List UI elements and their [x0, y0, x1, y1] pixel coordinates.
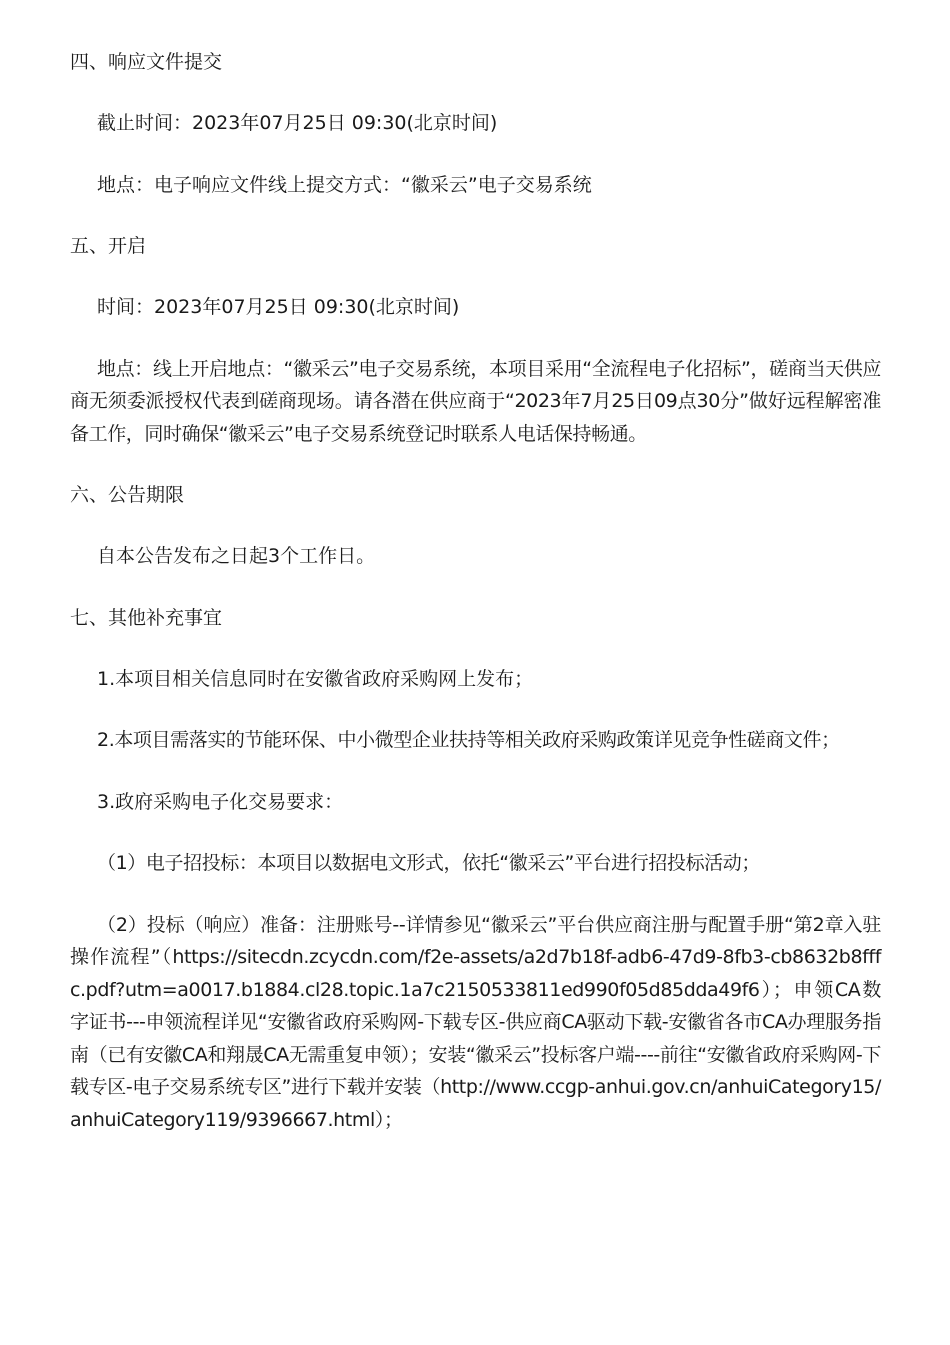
opening-time: 时间：2023年07月25日 09:30(北京时间) — [97, 296, 460, 318]
supplement-item-1: 1.本项目相关信息同时在安徽省政府采购网上发布； — [97, 667, 534, 690]
response-submission-location: 地点：电子响应文件线上提交方式：“徽采云”电子交易系统 — [97, 173, 592, 196]
supplement-item-2: 2.本项目需落实的节能环保、中小微型企业扶持等相关政府采购政策详见竞争性磋商文件； — [97, 729, 840, 751]
section-heading-4: 四、响应文件提交 — [70, 51, 223, 73]
section-heading-6: 六、公告期限 — [70, 484, 185, 506]
supplement-item-3: 3.政府采购电子化交易要求： — [97, 790, 344, 813]
section-heading-5: 五、开启 — [70, 235, 147, 257]
document-page — [70, 46, 881, 1165]
opening-location: 地点：线上开启地点：“徽采云”电子交易系统，本项目采用“全流程电子化招标”，磋商当天供应商无须委派授权代表到磋商现场。请各潜在供应商于“2023年7月25日09点30分”做好远程解密准备工作，同时确保“徽采云”电子交易系统登记时联系人电话保持畅通。 — [70, 357, 881, 445]
announcement-period: 自本公告发布之日起3个工作日。 — [97, 545, 376, 567]
response-deadline: 截止时间：2023年07月25日 09:30(北京时间) — [97, 112, 498, 134]
section-heading-7: 七、其他补充事宜 — [70, 606, 223, 629]
supplement-subitem-1: （1）电子招投标：本项目以数据电文形式，依托“徽采云”平台进行招投标活动； — [97, 852, 760, 874]
supplement-subitem-2: （2）投标（响应）准备：注册账号--详情参见“徽采云”平台供应商注册与配置手册“第2章入驻操作流程”（https://sitecdn.zcycdn.com/f2e-assets/a2d7b18f-adb6-47d9-8fb3-cb8632b8fffc.pdf?utm=a0017.b1884.cl28.topic.1a7c2150533811ed990f05d85dda49f6）；申领CA数字证书---申领流程详见“安徽省政府采购网-下载专区-供应商CA驱动下载-安徽省各市CA办理服务指南（已有安徽CA和翔晟CA无需重复申领）；安装“徽采云”投标客户端----前往“安徽省政府采购网-下载专区-电子交易系统专区”进行下载并安装（http://www.ccgp-anhui.gov.cn/anhuiCategory15/anhuiCategory119/9396667.html）； — [70, 913, 881, 1131]
